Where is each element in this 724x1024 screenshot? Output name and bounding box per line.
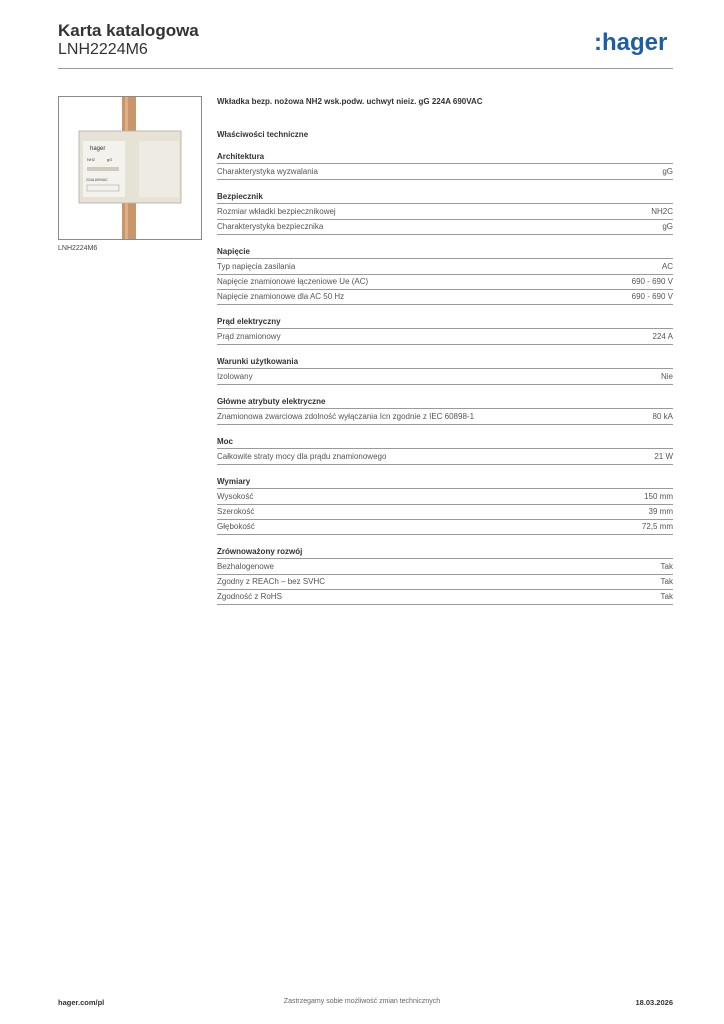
spec-value: Tak <box>660 592 673 601</box>
section-bezpiecznik <box>217 191 673 235</box>
fuse-brand-text: hager <box>90 146 106 152</box>
spec-row <box>217 330 673 345</box>
spec-label: Zgodność z RoHS <box>217 592 282 601</box>
spec-value: 39 mm <box>648 507 673 516</box>
footer-date: 18.03.2026 <box>635 998 673 1007</box>
section-title: Główne atrybuty elektryczne <box>217 396 673 409</box>
section-napiecie <box>217 246 673 305</box>
spec-value: Tak <box>660 577 673 586</box>
footer-disclaimer: Zastrzegamy sobie możliwość zmian technicznych <box>283 998 441 1005</box>
spec-label: Całkowite straty mocy dla prądu znamionowego <box>217 452 387 461</box>
section-title: Napięcie <box>217 246 673 259</box>
fuse-rating-text: 224A 690VAC <box>86 178 108 182</box>
spec-value: 224 A <box>652 332 673 341</box>
section-wymiary <box>217 476 673 535</box>
section-zrownowazony-rozwoj <box>217 546 673 605</box>
section-glowne-atrybuty <box>217 396 673 425</box>
spec-label: Zgodny z REACh – bez SVHC <box>217 577 326 586</box>
section-prad-elektryczny <box>217 316 673 345</box>
spec-row <box>217 275 673 290</box>
spec-label: Prąd znamionowy <box>217 332 281 341</box>
spec-value: AC <box>661 262 673 271</box>
spec-label: Typ napięcia zasilania <box>217 262 296 271</box>
spec-value: 72,5 mm <box>641 522 673 531</box>
spec-label: Szerokość <box>217 507 255 516</box>
section-title: Bezpiecznik <box>217 191 673 204</box>
spec-row <box>217 575 673 590</box>
spec-value: Nie <box>660 372 673 381</box>
fuse-size-text: NH2 <box>87 157 96 162</box>
section-title: Moc <box>217 436 673 449</box>
spec-row <box>217 560 673 575</box>
spec-label: Bezhalogenowe <box>217 562 274 571</box>
spec-row <box>217 520 673 535</box>
technical-properties-title: Właściwości techniczne <box>217 130 309 139</box>
spec-row <box>217 410 673 425</box>
spec-row <box>217 490 673 505</box>
spec-label: Charakterystyka bezpiecznika <box>217 222 324 231</box>
spec-label: Głębokość <box>217 522 255 531</box>
spec-value: 21 W <box>654 452 673 461</box>
product-image-caption: LNH2224M6 <box>58 245 98 252</box>
spec-label: Napięcie znamionowe łączeniowe Ue (AC) <box>217 277 369 286</box>
spec-label: Rozmiar wkładki bezpiecznikowej <box>217 207 336 216</box>
fuse-illustration <box>59 97 201 239</box>
section-title: Wymiary <box>217 476 673 489</box>
section-title: Warunki użytkowania <box>217 356 673 369</box>
spec-row <box>217 450 673 465</box>
fuse-class-text: gG <box>107 157 113 162</box>
spec-label: Znamionowa zwarciowa zdolność wyłączania Icn zgodnie z IEC 60898-1 <box>217 412 475 421</box>
spec-value: Tak <box>660 562 673 571</box>
document-title: Karta katalogowa <box>58 21 199 40</box>
spec-value: 690 - 690 V <box>631 292 673 301</box>
spec-row <box>217 220 673 235</box>
header-divider <box>58 68 673 69</box>
product-code-heading: LNH2224M6 <box>58 41 148 58</box>
footer-website-link[interactable]: hager.com/pl <box>58 998 105 1007</box>
spec-content <box>217 96 673 616</box>
spec-label: Izolowany <box>217 372 253 381</box>
spec-row <box>217 590 673 605</box>
spec-value: 150 mm <box>644 492 673 501</box>
logo-text: :hager <box>594 29 668 56</box>
hager-logo <box>594 28 674 56</box>
spec-value: gG <box>662 222 673 231</box>
spec-label: Wysokość <box>217 492 254 501</box>
section-title: Architektura <box>217 151 673 164</box>
section-moc <box>217 436 673 465</box>
spec-row <box>217 165 673 180</box>
spec-row <box>217 290 673 305</box>
spec-value: 690 - 690 V <box>631 277 673 286</box>
section-title: Prąd elektryczny <box>217 316 673 329</box>
spec-row <box>217 505 673 520</box>
spec-value: gG <box>662 167 673 176</box>
product-image <box>58 96 202 240</box>
spec-row <box>217 205 673 220</box>
spec-label: Napięcie znamionowe dla AC 50 Hz <box>217 292 345 301</box>
section-warunki-uzytkowania <box>217 356 673 385</box>
spec-value: 80 kA <box>652 412 673 421</box>
section-title: Zrównoważony rozwój <box>217 546 673 559</box>
spec-row <box>217 260 673 275</box>
spec-label: Charakterystyka wyzwalania <box>217 167 318 176</box>
product-description: Wkładka bezp. nożowa NH2 wsk.podw. uchwyt nieiz. gG 224A 690VAC <box>217 97 483 106</box>
section-architektura <box>217 151 673 180</box>
spec-value: NH2C <box>651 207 673 216</box>
spec-row <box>217 370 673 385</box>
